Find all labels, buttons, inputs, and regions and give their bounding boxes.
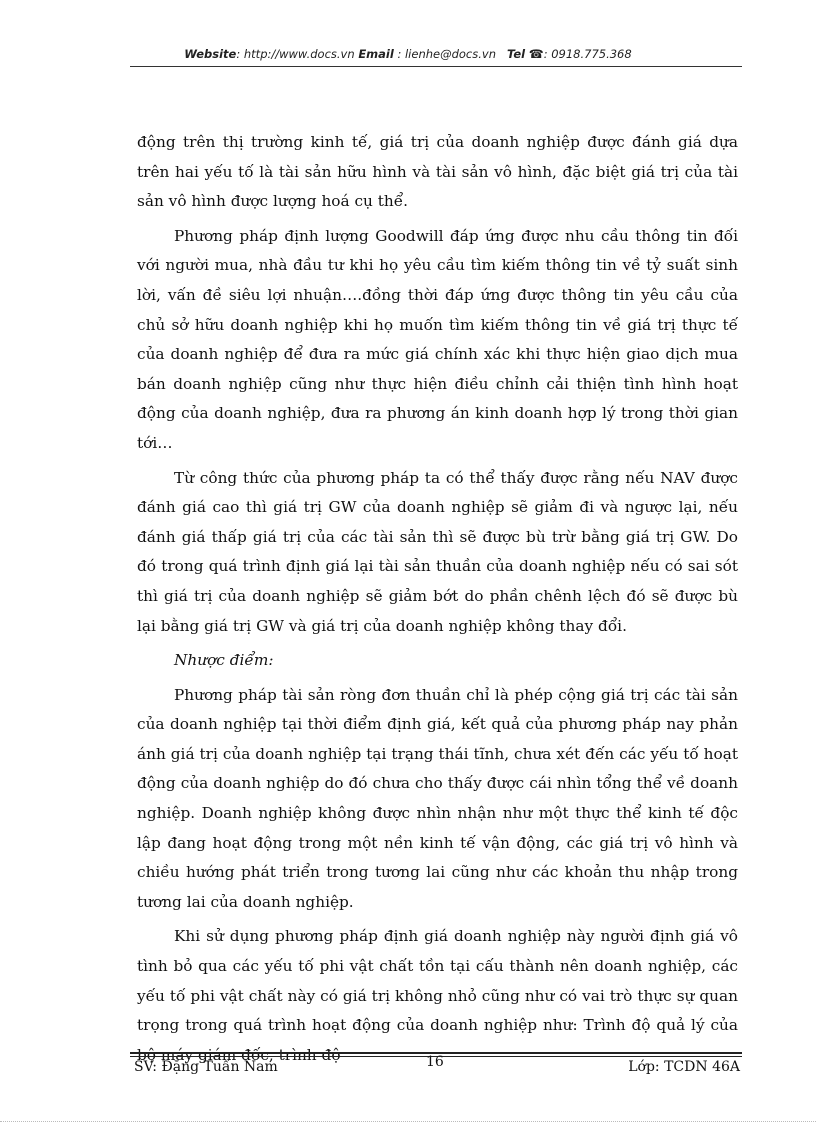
email-value: : lienhe@docs.vn — [393, 47, 496, 61]
paragraph: Từ công thức của phương pháp ta có thể thấy được rằng nếu NAV được đánh giá cao thì giá trị GW của doanh nghiệp sẽ giảm đi và ngược lại, nếu đánh giá thấp giá trị của các tài sản thì sẽ được bù trừ bằng giá trị GW. Do đó trong quá trình định giá lại tài sản thuần của doanh nghiệp nếu có sai sót thì giá trị của doanh nghiệp sẽ giảm bớt do phần chênh lệch đó sẽ được bù lại bằng giá trị GW và giá trị của doanh nghiệp không thay đổi. — [137, 468, 738, 635]
paragraph: Khi sử dụng phương pháp định giá doanh nghiệp này người định giá vô tình bỏ qua các yếu tố phi vật chất tồn tại cấu thành nên doanh nghiệp, các yếu tố phi vật chất này có giá trị không nhỏ cũng như có vai trò thực sự quan trọng trong quá trình hoạt động của doanh nghiệp như: Trình độ quả lý của bộ máy giám đốc, trình độ — [137, 927, 738, 1064]
header-divider — [130, 66, 742, 67]
phone-icon: ☎ — [528, 47, 544, 61]
page-footer — [134, 1054, 740, 1077]
tel-label: Tel — [506, 47, 526, 61]
page-bottom-edge — [0, 1121, 816, 1122]
student-name: SV: Đặng Tuấn Nam — [134, 1059, 278, 1075]
section-heading: Nhược điểm: — [174, 651, 274, 670]
email-label: Email — [358, 47, 394, 61]
page-number: 16 — [426, 1054, 444, 1070]
class-name: Lớp: TCDN 46A — [628, 1059, 740, 1075]
paragraph: Phương pháp tài sản ròng đơn thuần chỉ là phép cộng giá trị các tài sản của doanh nghiệp tại thời điểm định giá, kết quả của phương pháp nay phản ánh giá trị của doanh nghiệp tại trạng thái tĩnh, chưa xét đến các yếu tố hoạt động của doanh nghiệp do đó chưa cho thấy được cái nhìn tổng thể về doanh nghiệp. Doanh nghiệp không được nhìn nhận như một thực thể kinh tế độc lập đang hoạt động trong một nền kinh tế vận động, các giá trị vô hình và chiều hướng phát triển trong tương lai cũng như các khoản thu nhập trong tương lai của doanh nghiệp. — [137, 685, 738, 911]
website-value: : http://www.docs.vn — [236, 47, 355, 61]
page-body — [137, 128, 738, 1075]
page-header — [0, 47, 816, 61]
paragraph: Phương pháp định lượng Goodwill đáp ứng được nhu cầu thông tin đối với người mua, nhà đầu tư khi họ yêu cầu tìm kiếm thông tin về tỷ suất sinh lời, vấn đề siêu lợi nhuận….đồng thời đáp ứng được thông tin yêu cầu của chủ sở hữu doanh nghiệp khi họ muốn tìm kiếm thông tin về giá trị thực tế của doanh nghiệp để đưa ra mức giá chính xác khi thực hiện giao dịch mua bán doanh nghiệp cũng như thực hiện điều chỉnh cải thiện tình hình hoạt động của doanh nghiệp, đưa ra phương án kinh doanh hợp lý trong thời gian tới… — [137, 226, 738, 452]
tel-value: : 0918.775.368 — [543, 47, 632, 61]
website-label: Website — [184, 47, 237, 61]
paragraph-continuation: động trên thị trường kinh tế, giá trị của doanh nghiệp được đánh giá dựa trên hai yếu tố là tài sản hữu hình và tài sản vô hình, đặc biệt giá trị của tài sản vô hình được lượng hoá cụ thể. — [137, 133, 738, 211]
